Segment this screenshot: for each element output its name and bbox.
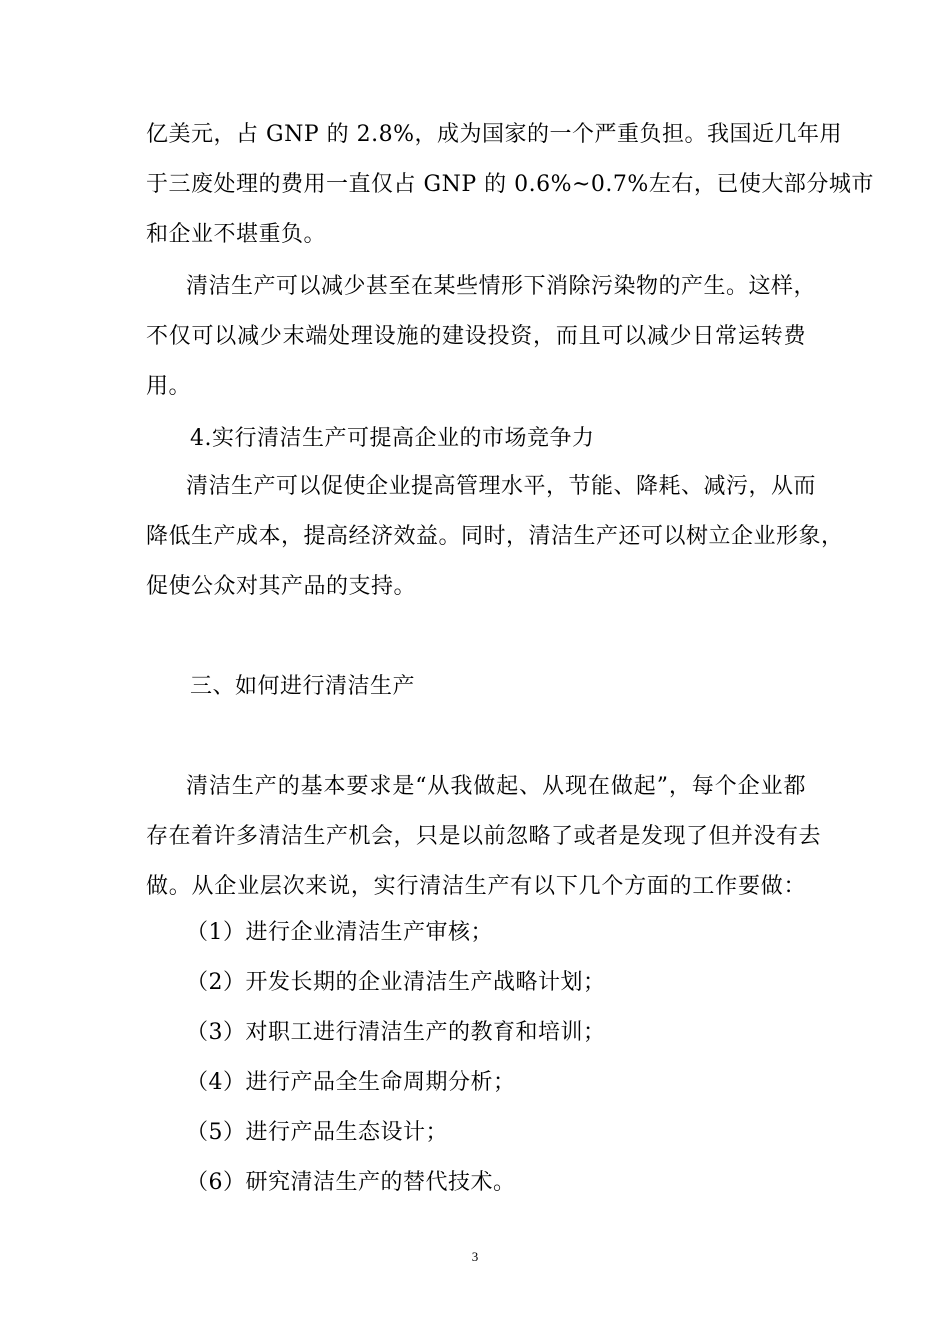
paragraph-line: 于三废处理的费用一直仅占 GNP 的 0.6%~0.7%左右，已使大部分城市 [146,172,874,197]
paragraph-line: 降低生产成本，提高经济效益。同时，清洁生产还可以树立企业形象， [146,524,844,549]
list-item: （3）对职工进行清洁生产的教育和培训； [186,1020,606,1045]
list-item: （4）进行产品全生命周期分析； [186,1070,516,1095]
section-4-heading: 4.实行清洁生产可提高企业的市场竞争力 [190,426,595,451]
paragraph-line: 清洁生产可以促使企业提高管理水平，节能、降耗、减污，从而 [186,474,817,499]
paragraph-line: 和企业不堪重负。 [146,222,327,247]
paragraph-line: 用。 [146,374,192,399]
section-3-heading: 三、如何进行清洁生产 [190,674,416,699]
list-item: （6）研究清洁生产的替代技术。 [186,1170,516,1195]
paragraph-line: 清洁生产的基本要求是“从我做起、从现在做起”，每个企业都 [186,774,806,799]
list-item: （1）进行企业清洁生产审核； [186,920,493,945]
paragraph-line: 清洁生产可以减少甚至在某些情形下消除污染物的产生。这样， [186,274,817,299]
paragraph-line: 亿美元，占 GNP 的 2.8%，成为国家的一个严重负担。我国近几年用 [146,122,842,147]
list-item: （2）开发长期的企业清洁生产战略计划； [186,970,606,995]
paragraph-line: 不仅可以减少末端处理设施的建设投资，而且可以减少日常运转费 [146,324,806,349]
paragraph-line: 促使公众对其产品的支持。 [146,574,417,599]
paragraph-line: 存在着许多清洁生产机会，只是以前忽略了或者是发现了但并没有去 [146,824,822,849]
paragraph-line: 做。从企业层次来说，实行清洁生产有以下几个方面的工作要做： [146,874,806,899]
page-number: 3 [471,1249,479,1264]
list-item: （5）进行产品生态设计； [186,1120,448,1145]
